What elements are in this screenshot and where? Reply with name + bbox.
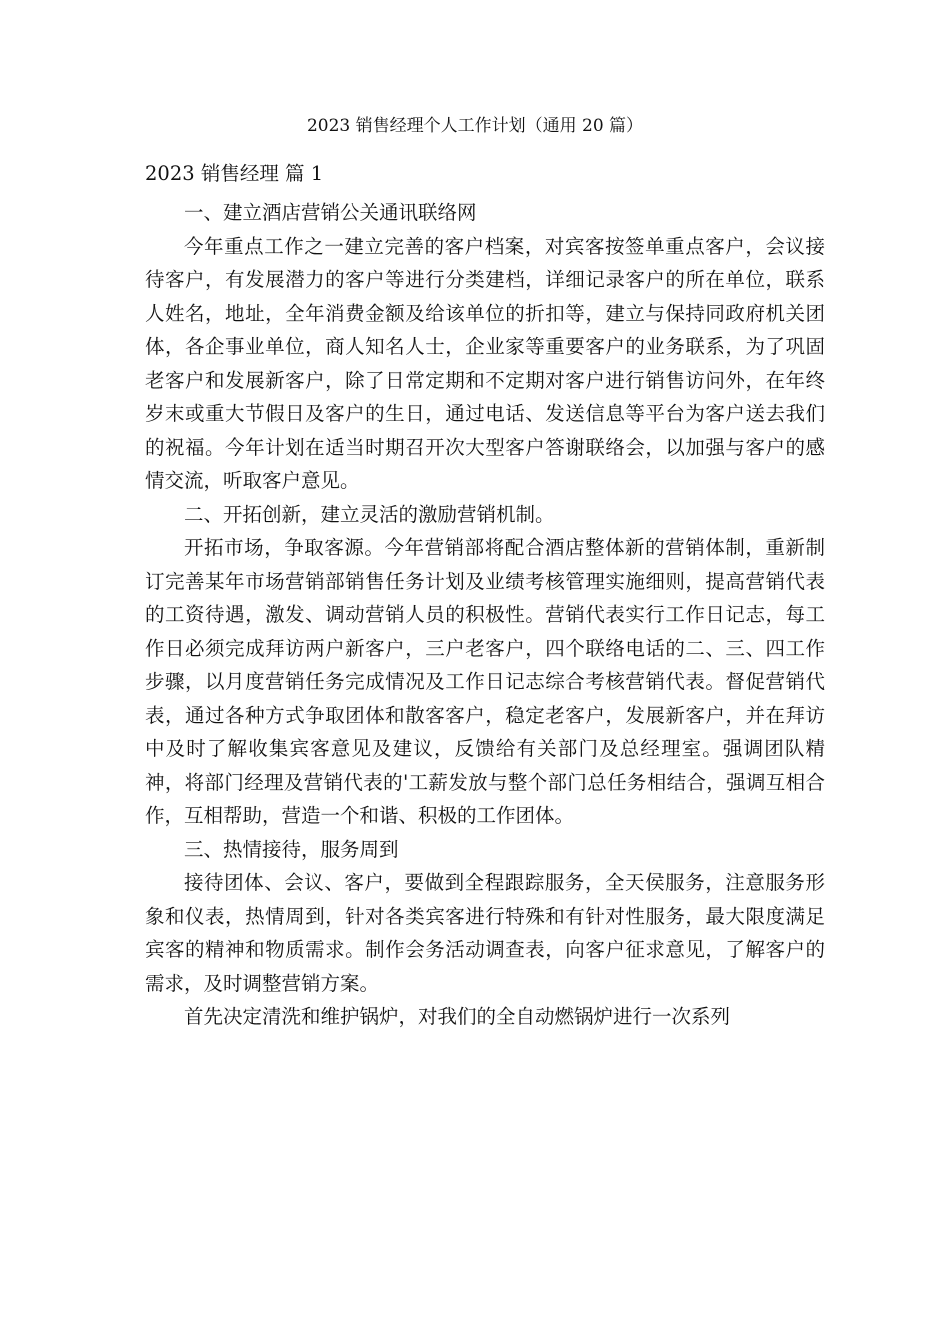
document-body [145, 196, 825, 1034]
paragraph-3: 接待团体、会议、客户，要做到全程跟踪服务，全天侯服务，注意服务形象和仪表，热情周到，针对各类宾客进行特殊和有针对性服务，最大限度满足宾客的精神和物质需求。制作会务活动调查表，向客户征求意见，了解客户的需求，及时调整营销方案。 [145, 871, 825, 995]
paragraph-1: 今年重点工作之一建立完善的客户档案，对宾客按签单重点客户，会议接待客户，有发展潜力的客户等进行分类建档，详细记录客户的所在单位，联系人姓名，地址，全年消费金额及给该单位的折扣等，建立与保持同政府机关团体，各企事业单位，商人知名人士，企业家等重要客户的业务联系，为了巩固老客户和发展新客户，除了日常定期和不定期对客户进行销售访问外，在年终岁末或重大节假日及客户的生日，通过电话、发送信息等平台为客户送去我们的祝福。今年计划在适当时期召开次大型客户答谢联络会，以加强与客户的感情交流，听取客户意见。 [145, 234, 825, 492]
subheading-3: 三、热情接待，服务周到 [184, 837, 399, 861]
subheading-2: 二、开拓创新，建立灵活的激励营销机制。 [184, 502, 555, 526]
paragraph-4: 首先决定清洗和维护锅炉，对我们的全自动燃锅炉进行一次系列 [184, 1005, 731, 1028]
paragraph-2: 开拓市场，争取客源。今年营销部将配合酒店整体新的营销体制，重新制订完善某年市场营销部销售任务计划及业绩考核管理实施细则，提高营销代表的工资待遇，激发、调动营销人员的积极性。营销代表实行工作日记志，每工作日必须完成拜访两户新客户，三户老客户，四个联络电话的二、三、四工作步骤，以月度营销任务完成情况及工作日记志综合考核营销代表。督促营销代表，通过各种方式争取团体和散客客户，稳定老客户，发展新客户，并在拜访中及时了解收集宾客意见及建议，反馈给有关部门及总经理室。强调团队精神，将部门经理及营销代表的'工薪发放与整个部门总任务相结合，强调互相合作，互相帮助，营造一个和谐、积极的工作团体。 [145, 536, 825, 827]
subheading-1: 一、建立酒店营销公关通讯联络网 [184, 201, 477, 224]
document-title: 2023 销售经理个人工作计划（通用 20 篇） [306, 116, 644, 136]
section-heading: 2023 销售经理 篇 1 [145, 162, 324, 185]
